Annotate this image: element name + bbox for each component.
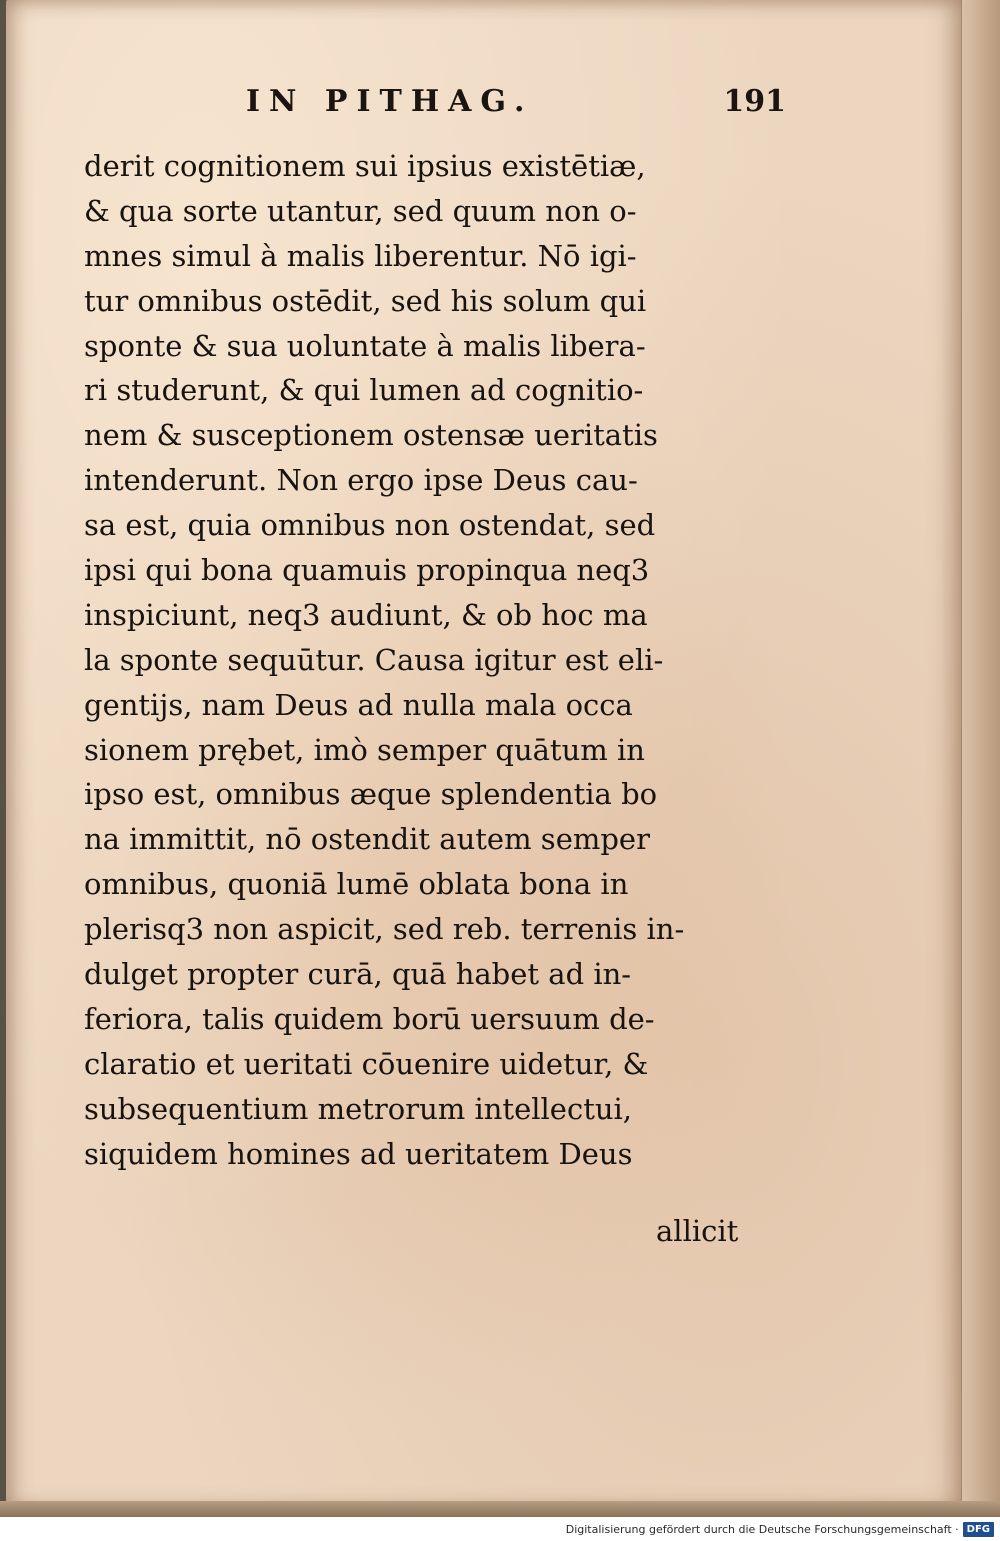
text-line: tur omnibus ostēdit, sed his solum qui — [84, 283, 647, 318]
text-line: omnibus, quoniā lumē oblata bona in — [84, 867, 629, 902]
text-line: siquidem homines ad ueritatem Deus — [84, 1136, 633, 1171]
text-line: dulget propter curā, quā habet ad in- — [84, 957, 632, 992]
text-line: sa est, quia omnibus non ostendat, sed — [84, 508, 656, 543]
text-line: inspiciunt, neq3 audiunt, & ob hoc ma — [84, 597, 648, 632]
text-line: feriora, talis quidem borū uersuum de- — [84, 1001, 655, 1036]
page-edge-bottom — [0, 1501, 1000, 1517]
footer-credit: Digitalisierung gefördert durch die Deutsche Forschungsgemeinschaft · — [565, 1522, 959, 1536]
text-line: sionem prębet, imò semper quātum in — [84, 732, 645, 767]
text-line: ipsi qui bona quamuis propinqua neq3 — [84, 553, 650, 588]
text-line: derit cognitionem sui ipsius existētiæ, — [84, 149, 646, 183]
digitization-footer — [0, 1517, 1000, 1541]
text-line: sponte & sua uoluntate à malis libera- — [84, 328, 646, 363]
page-header — [246, 84, 786, 124]
dfg-logo-icon: DFG — [963, 1522, 994, 1537]
text-line: ri studerunt, & qui lumen ad cognitio- — [84, 373, 644, 408]
text-line: gentijs, nam Deus ad nulla mala occa — [84, 687, 633, 722]
text-line: claratio et ueritati cōuenire uidetur, & — [84, 1046, 649, 1081]
text-line: plerisq3 non aspicit, sed reb. terrenis in- — [84, 912, 685, 947]
text-line: ipso est, omnibus æque splendentia bo — [84, 777, 658, 812]
book-page — [6, 0, 964, 1517]
text-line: mnes simul à malis liberentur. Nō igi- — [84, 238, 637, 273]
text-line: nem & susceptionem ostensæ ueritatis — [84, 418, 658, 453]
running-title: IN PITHAG. — [246, 84, 534, 119]
text-block — [84, 144, 774, 1176]
text-line: intenderunt. Non ergo ipse Deus cau- — [84, 463, 638, 498]
page-edge-right — [961, 0, 1000, 1517]
text-line: subsequentium metrorum intellectui, — [84, 1091, 633, 1126]
text-line: la sponte sequūtur. Causa igitur est eli- — [84, 642, 664, 677]
text-line: na immittit, nō ostendit autem semper — [84, 822, 650, 857]
text-line: & qua sorte utantur, sed quum non o- — [84, 193, 637, 228]
catchword: allicit — [656, 1214, 739, 1248]
folio-number: 191 — [723, 84, 786, 119]
